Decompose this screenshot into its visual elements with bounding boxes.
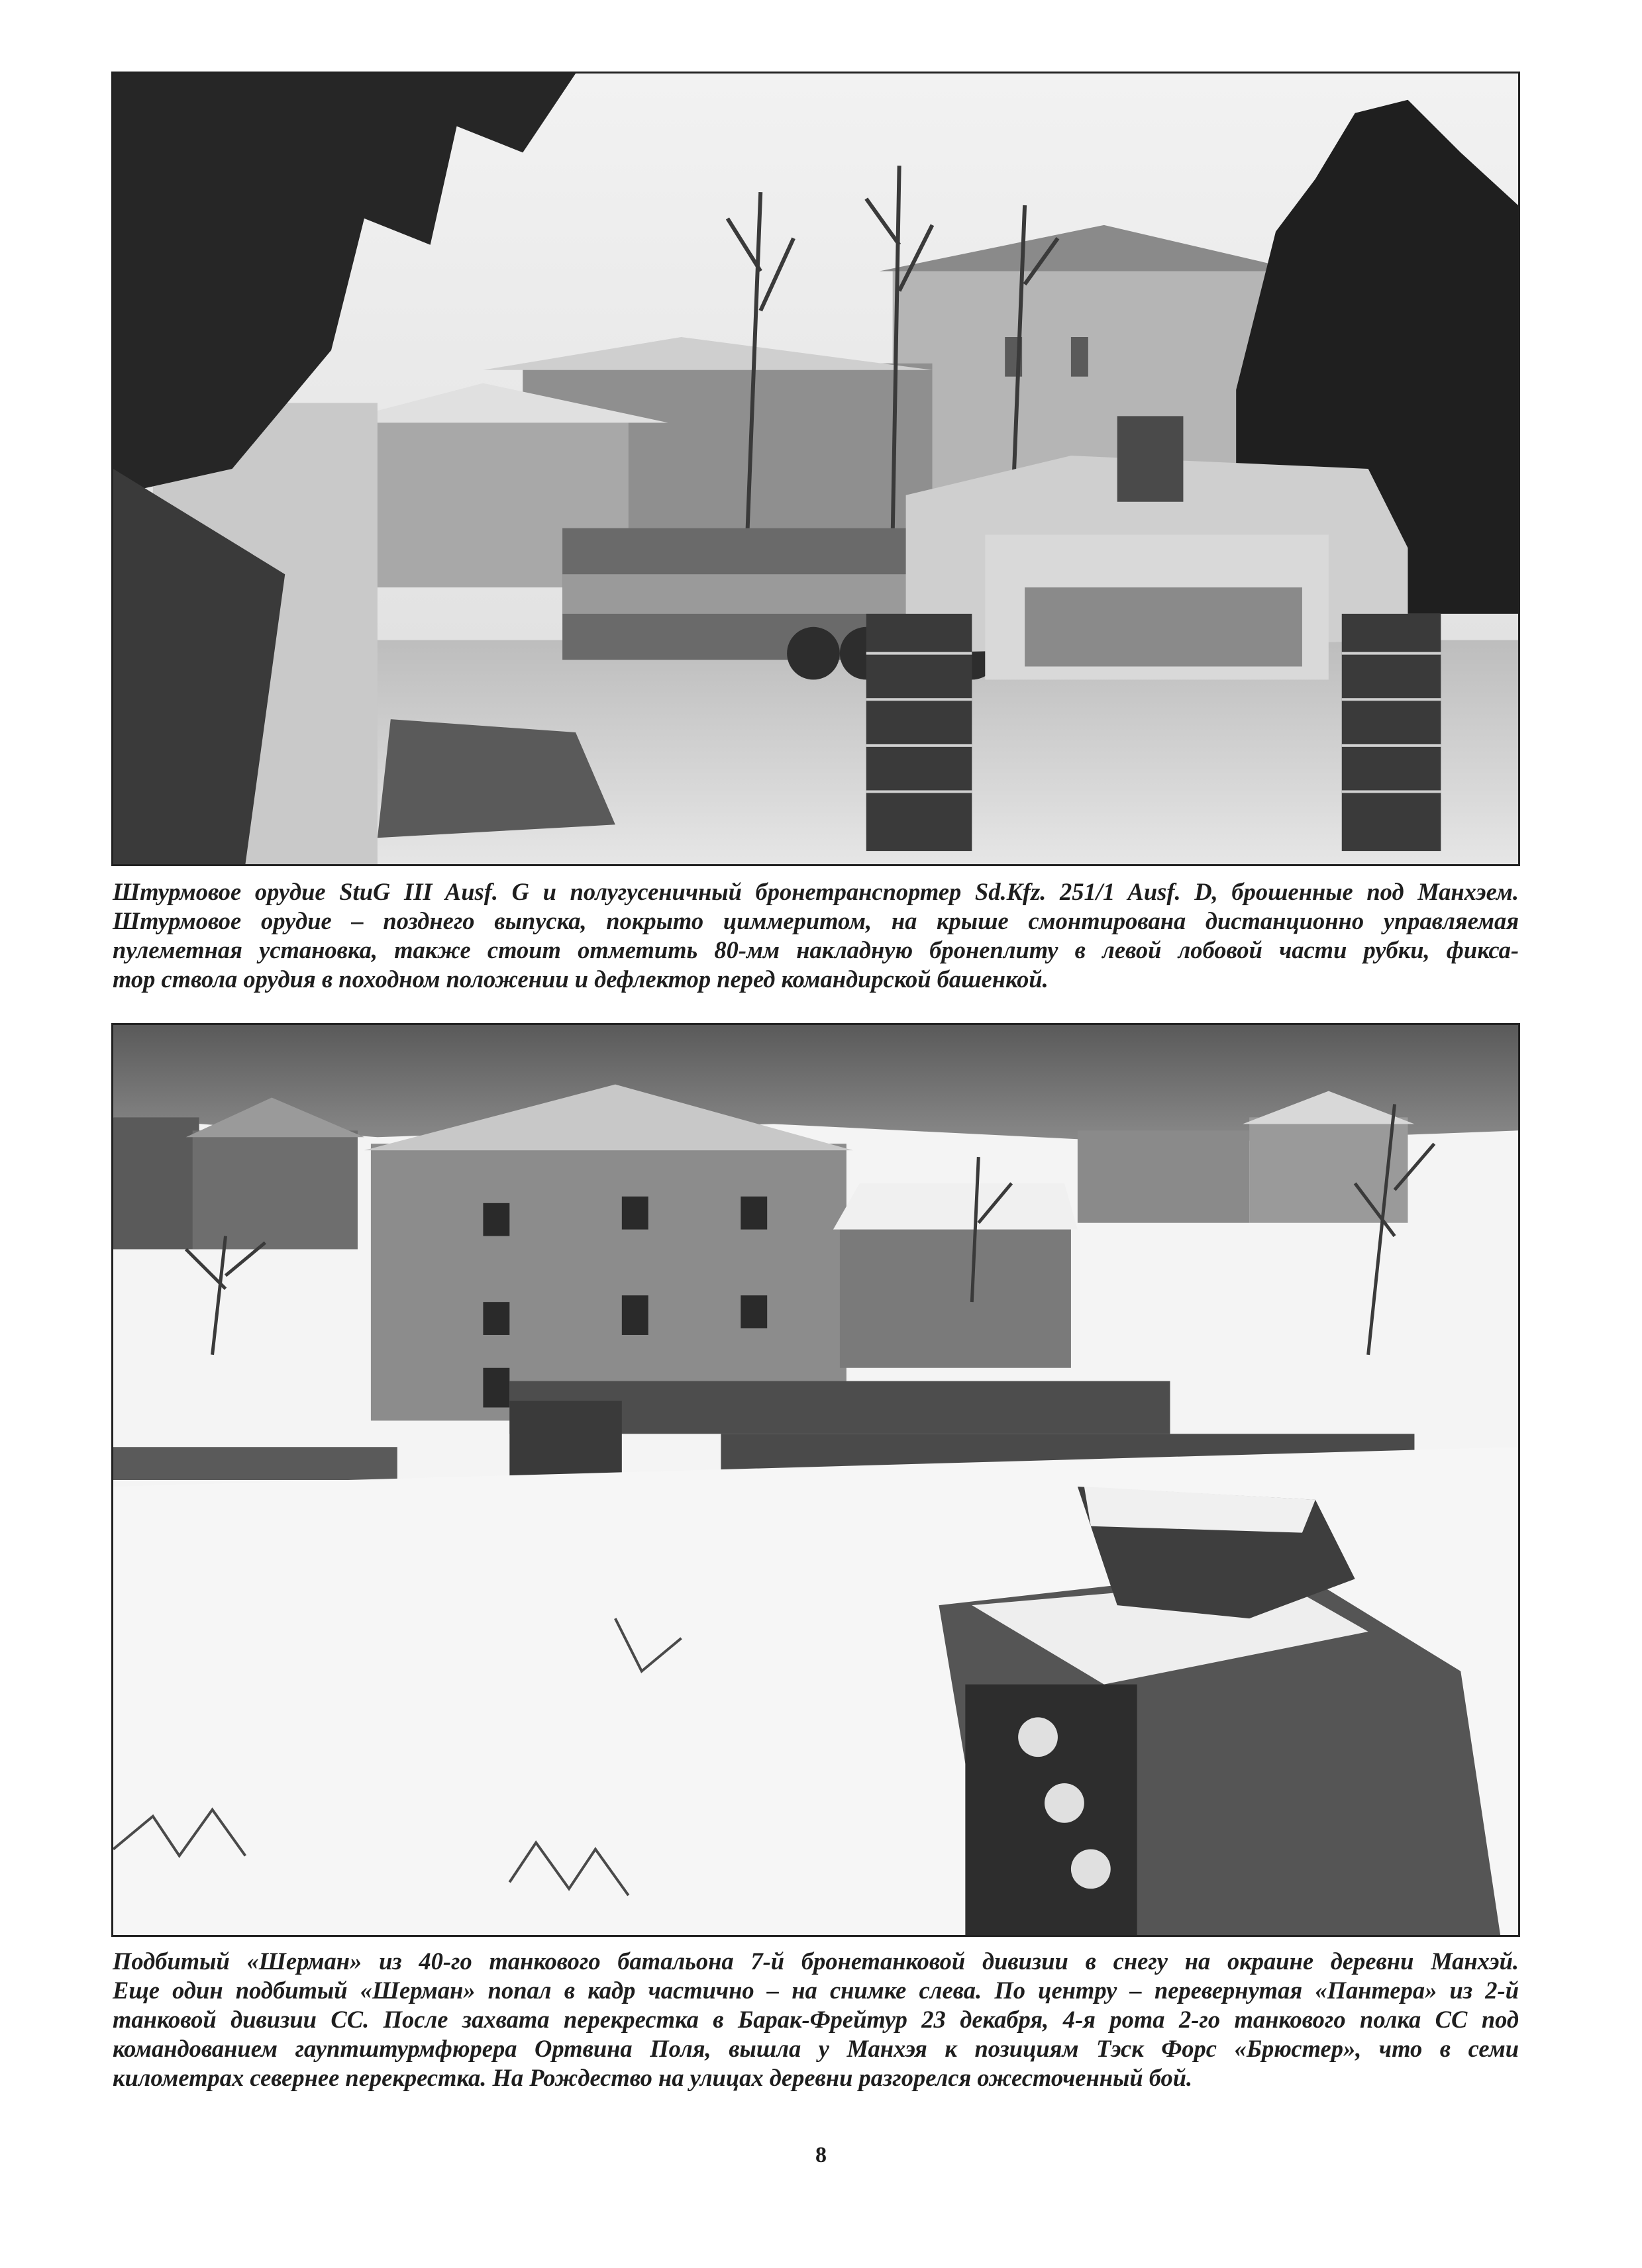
page-number: 8 — [815, 2143, 827, 2167]
figure-caption-2 — [113, 1947, 1519, 2093]
caption-line: пулеметная установка, также стоит отметить 80-мм накладную бронеплиту в левой лобовой части рубки, фикса- — [113, 936, 1519, 963]
caption-line: Еще один подбитый «Шерман» попал в кадр частично – на снимке слева. По центру – перевернутая «Пантера» из 2-й — [113, 1977, 1519, 2004]
caption-line: километрах севернее перекрестка. На Рождество на улицах деревни разгорелся ожесточенный бой. — [113, 2064, 1193, 2091]
caption-line: Штурмовое орудие – позднего выпуска, покрыто циммеритом, на крыше смонтирована дистанционно управляемая — [113, 907, 1519, 934]
photo-stug-halftrack-image — [113, 74, 1518, 864]
photo-stug-halftrack — [111, 72, 1520, 866]
caption-line: командованием гауптштурмфюрера Ортвина Поля, вышла у Манхэя к позициям Тэск Форс «Брюстер», что в семи — [113, 2035, 1519, 2062]
caption-line: тор ствола орудия в походном положении и дефлектор перед командирской башенкой. — [113, 965, 1049, 993]
caption-line: Подбитый «Шерман» из 40-го танкового батальона 7-й бронетанковой дивизии в снегу на окраине деревни Манхэй. — [113, 1948, 1519, 1975]
photo-sherman-snow — [111, 1023, 1520, 1937]
photo-sherman-snow-image — [113, 1025, 1518, 1935]
figure-caption-1 — [113, 877, 1519, 994]
caption-line: Штурмовое орудие StuG III Ausf. G и полугусеничный бронетранспортер Sd.Kfz. 251/1 Ausf. D, брошенные под Манхэем. — [113, 878, 1519, 905]
caption-line: танковой дивизии СС. После захвата перекрестка в Барак-Фрейтур 23 декабря, 4-я рота 2-го танкового полка СС под — [113, 2006, 1519, 2033]
